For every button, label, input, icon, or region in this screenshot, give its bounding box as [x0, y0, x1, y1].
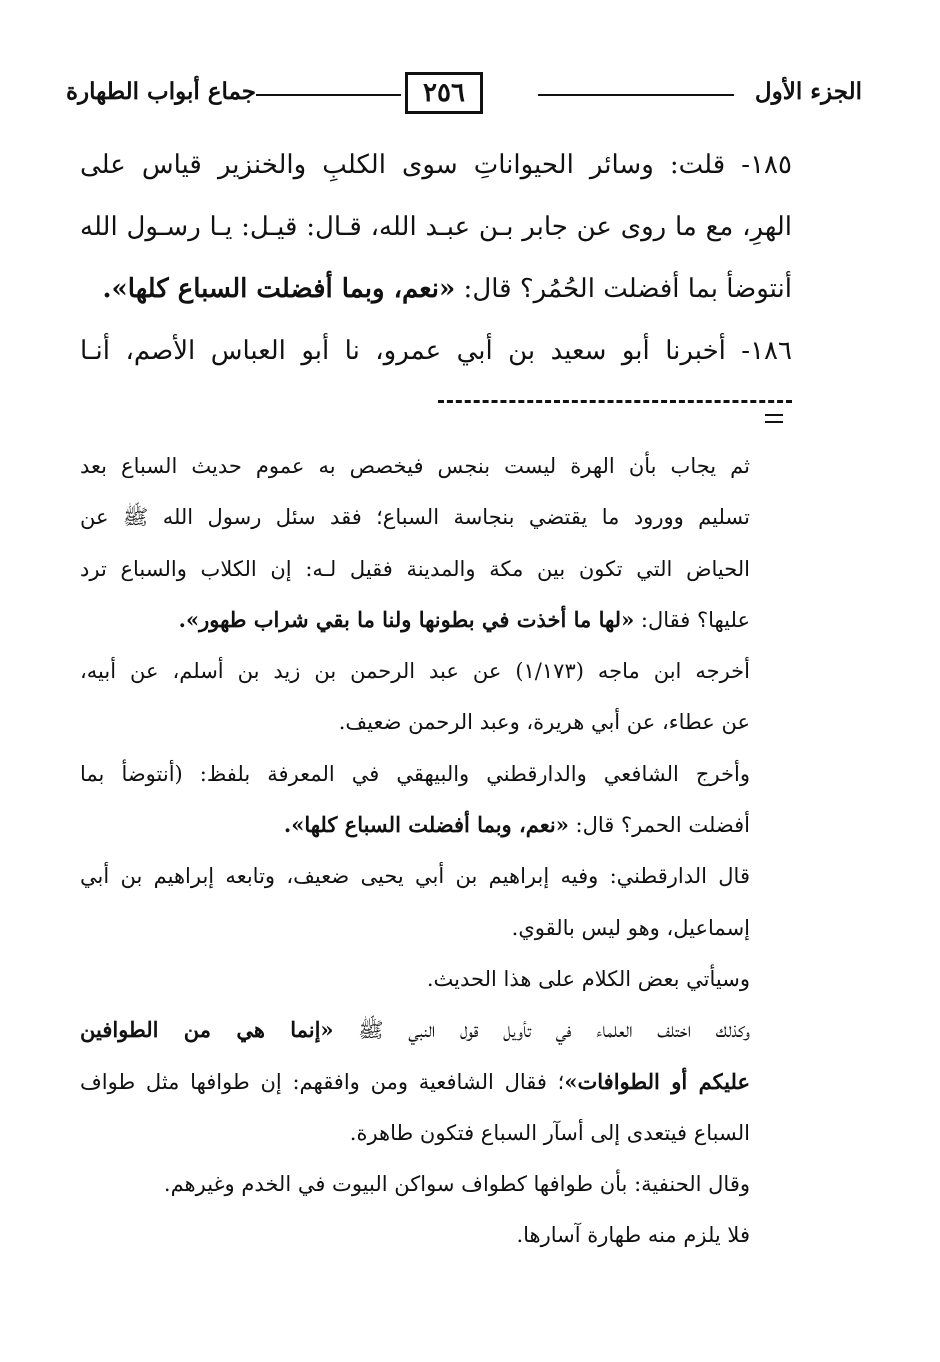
header-chapter-title: جماع أبواب الطهارة — [66, 78, 257, 105]
footnote-line: ثم يجاب بأن الهرة ليست بنجس فيخصص به عموم حديث السباع بعد — [80, 454, 750, 478]
header-rule-right — [538, 94, 734, 96]
main-line-text: أنتوضأ بما أفضلت الحُمُر؟ قال: — [455, 274, 792, 304]
footnote-equals-mark — [765, 414, 783, 428]
footnote-line: وكذلك اختلف العلماء في تأويل قول النبي ﷺ «إنما هي من الطوافين — [80, 1017, 751, 1043]
footnote-line: تسليم وورود ما يقتضي بنجاسة السباع؛ فقد سئل رسول الله ﷺ عن — [80, 505, 750, 530]
main-line-text: الهرِ، مع ما روى عن جابر بـن عبـد الله، قـال: قيـل: يـا رسـول الله — [80, 212, 792, 242]
main-line-text: ١٨٥- قلت: وسائر الحيواناتِ سوى الكلبِ والخنزير قياس على — [80, 150, 792, 180]
footnote-line: عن عطاء، عن أبي هريرة، وعبد الرحمن ضعيف. — [338, 710, 750, 735]
main-line-text: ١٨٦- أخبرنا أبو سعيد بن أبي عمرو، نا أبو العباس الأصم، أنـا — [80, 336, 792, 366]
footnote-line: عليها؟ فقال: «لها ما أخذت في بطونها ولنا ما بقي شراب طهور». — [178, 606, 750, 632]
footnote-line: إسماعيل، وهو ليس بالقوي. — [511, 915, 750, 940]
footnote-line: أخرجه ابن ماجه (١/١٧٣) عن عبد الرحمن بن زيد بن أسلم، عن أبيه، — [80, 659, 750, 684]
footnote-line: السباع فيتعدى إلى أسآر السباع فتكون طاهرة. — [349, 1120, 750, 1145]
footnote-line: وقال الحنفية: بأن طوافها كطواف سواكن البيوت في الخدم وغيرهم. — [163, 1172, 750, 1197]
footnote-line: وسيأتي بعض الكلام على هذا الحديث. — [426, 966, 750, 991]
main-line — [80, 320, 792, 382]
header-rule-left — [256, 94, 401, 96]
footnote-line: وأخرج الشافعي والدارقطني والبيهقي في المعرفة بلفظ: (أنتوضأ بما — [80, 761, 750, 786]
footnote-line: عليكم أو الطوافات»؛ فقال الشافعية ومن وافقهم: إن طوافها مثل طواف — [80, 1068, 750, 1094]
footnote-line: الحياض التي تكون بين مكة والمدينة فقيل لـه: إن الكلاب والسباع ترد — [80, 556, 750, 581]
page-number: ٢٥٦ — [405, 72, 483, 114]
footnote-line: قال الدارقطني: وفيه إبراهيم بن أبي يحيى ضعيف، وتابعه إبراهيم بن أبي — [80, 864, 750, 889]
footnote-line: فلا يلزم منه طهارة آسارها. — [516, 1223, 750, 1248]
main-text — [80, 134, 792, 382]
main-line-bold: «نعم، وبما أفضلت السباع كلها». — [102, 274, 456, 304]
footnote-line: أفضلت الحمر؟ قال: «نعم، وبما أفضلت السباع كلها». — [283, 812, 750, 838]
main-line — [80, 134, 792, 196]
footnote-divider — [438, 400, 792, 403]
footnotes — [80, 440, 750, 1261]
main-line — [80, 196, 792, 258]
header-part-title: الجزء الأول — [754, 78, 862, 105]
running-header — [66, 72, 862, 118]
main-line — [80, 258, 792, 320]
